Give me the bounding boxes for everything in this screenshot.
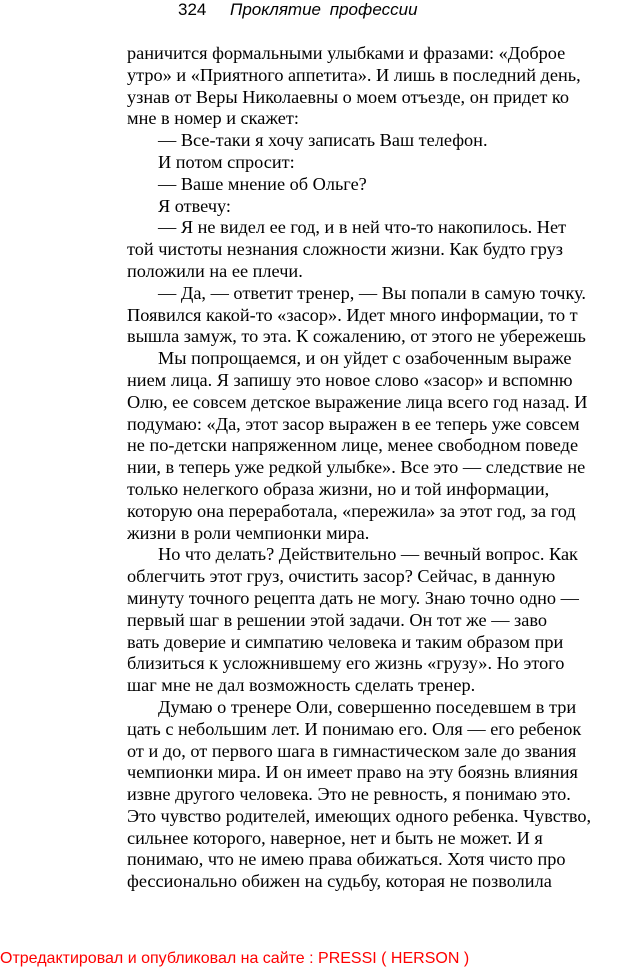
text-line: подумаю: «Да, этот засор выражен в ее теперь уже совсем <box>127 413 580 434</box>
text-line: — Ваше мнение об Ольге? <box>158 173 367 194</box>
text-line: жизни в роли чемпионки мира. <box>127 522 370 543</box>
publisher-footer: Отредактировал и опубликовал на сайте : PRESSI ( HERSON ) <box>0 950 470 967</box>
text-line: минуту точного рецепта дать не могу. Знаю точно одно — <box>127 587 579 608</box>
text-line: Но что делать? Действительно — вечный вопрос. Как <box>158 544 578 565</box>
text-line: — Да, — ответит тренер, — Вы попали в самую точку. <box>158 282 586 303</box>
text-line: мне в номер и скажет: <box>127 108 299 129</box>
text-line: понимаю, что не имею права обижаться. Хотя чисто про <box>127 849 566 870</box>
text-line: цать с небольшим лет. И понимаю его. Оля — его ребенок <box>127 718 582 739</box>
text-line: фессионально обижен на судьбу, которая не позволила <box>127 871 552 892</box>
body-text <box>127 43 620 893</box>
running-title: Проклятие профессии <box>230 0 418 19</box>
text-line: Это чувство родителей, имеющих одного ребенка. Чувство, <box>127 805 592 826</box>
text-line: которую она переработала, «пережила» за этот год, за год <box>127 500 576 521</box>
text-line: первый шаг в решении этой задачи. Он тот же — заво <box>127 609 548 630</box>
text-line: утро» и «Приятного аппетита». И лишь в последний день, <box>127 64 581 85</box>
text-line: близиться к усложнившему его жизнь «грузу». Но этого <box>127 653 565 674</box>
text-line: только нелегкого образа жизни, но и той информации, <box>127 478 550 499</box>
text-line: — Я не видел ее год, и в ней что-то накопилось. Нет <box>158 217 567 238</box>
text-line: Мы попрощаемся, и он уйдет с озабоченным выраже <box>158 348 572 369</box>
text-line: шаг мне не дал возможность сделать тренер. <box>127 675 476 696</box>
text-line: положили на ее плечи. <box>127 260 303 281</box>
text-line: узнав от Веры Николаевны о моем отъезде, он придет ко <box>127 86 569 107</box>
text-line: той чистоты незнания сложности жизни. Как будто груз <box>127 239 563 260</box>
text-line: Думаю о тренере Оли, совершенно поседевшем в три <box>158 696 577 717</box>
text-line: раничится формальными улыбками и фразами: «Доброе <box>127 43 566 63</box>
text-line: облегчить этот груз, очистить засор? Сейчас, в данную <box>127 566 556 587</box>
text-line: нии, в теперь уже редкой улыбке». Все это — следствие не <box>127 457 586 478</box>
text-line: Олю, ее совсем детское выражение лица всего год назад. И <box>127 391 588 412</box>
text-line: Появился какой-то «засор». Идет много информации, то т <box>127 304 578 325</box>
text-line: Я отвечу: <box>158 195 232 216</box>
text-line: нием лица. Я запишу это новое слово «засор» и вспомню <box>127 369 573 390</box>
text-line: не по-детски напряженном лице, менее свободном поведе <box>127 435 579 456</box>
page-number: 324 <box>178 0 207 19</box>
text-line: от и до, от первого шага в гимнастическом зале до звания <box>127 740 577 761</box>
text-line: вать доверие и симпатию человека и таким образом при <box>127 631 564 652</box>
text-line: — Все-таки я хочу записать Ваш телефон. <box>158 130 488 151</box>
text-line: И потом спросит: <box>158 151 295 172</box>
text-line: чемпионки мира. И он имеет право на эту боязнь влияния <box>127 762 578 783</box>
text-line: извне другого человека. Это не ревность, я понимаю это. <box>127 784 571 805</box>
text-line: сильнее которого, наверное, нет и быть не может. И я <box>127 827 543 848</box>
page-header <box>0 0 620 22</box>
text-line: вышла замуж, то эта. К сожалению, от этого не убережешь <box>127 326 586 347</box>
